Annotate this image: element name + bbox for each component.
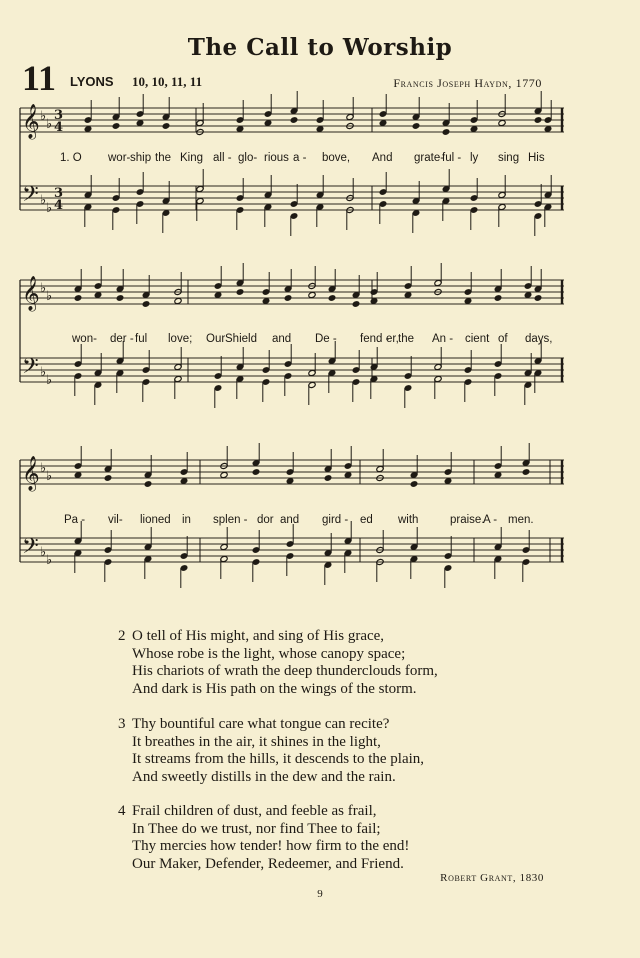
quarter-note (412, 122, 420, 129)
lyric-syllable: dor (257, 514, 274, 526)
hymn-meter: 10, 10, 11, 11 (132, 74, 203, 89)
lyric-syllable: And (372, 152, 393, 164)
stanza-2 (118, 628, 438, 698)
stanza-number: 3 (118, 716, 126, 732)
quarter-note (286, 477, 294, 484)
lyric-syllable: a - (293, 152, 307, 164)
quarter-note (544, 125, 552, 132)
stanza-line: Thy bountiful care what tongue can recite? (132, 716, 390, 732)
stanza-line: O tell of His might, and sing of His grace, (132, 628, 385, 644)
lyric-syllable: fend - (360, 333, 390, 345)
lyric-syllable: won- (72, 333, 97, 345)
lyric-syllable: men. (508, 514, 534, 526)
flat-sign-icon: ♭ (46, 289, 53, 304)
quarter-note (524, 291, 532, 298)
quarter-note (290, 116, 298, 123)
lyric-syllable: De - (315, 333, 337, 345)
lyric-syllable: of (498, 333, 508, 345)
half-note (498, 119, 506, 126)
lyric-syllable: all - (213, 152, 232, 164)
lyric-syllable: A - (483, 514, 498, 526)
quarter-note (404, 291, 412, 298)
stanza-number: 2 (118, 628, 126, 644)
half-note (220, 471, 228, 478)
flat-sign-icon: ♭ (40, 193, 47, 208)
quarter-note (144, 480, 152, 487)
lyric-syllable: ful (135, 333, 148, 345)
tune-name: LYONS (70, 74, 114, 89)
stanza-line: Thy mercies how tender! how firm to the end! (132, 838, 410, 854)
lyric-syllable: rious (264, 152, 289, 164)
quarter-note (264, 119, 272, 126)
treble-clef-icon: 𝄞 (22, 276, 40, 311)
bass-clef-icon: 𝄢 (22, 182, 39, 212)
quarter-note (328, 294, 336, 301)
flat-sign-icon: ♭ (46, 469, 53, 484)
lyric-syllable: days, (525, 333, 553, 345)
lyric-syllable: glo- (238, 152, 258, 164)
stanza-number: 4 (118, 803, 126, 819)
quarter-note (112, 122, 120, 129)
lyric-syllable: lioned (140, 514, 171, 526)
time-signature: 3 (54, 186, 64, 201)
lyric-syllable: ed (360, 514, 373, 526)
flat-sign-icon: ♭ (40, 545, 47, 560)
stanza-line: And dark is His path on the wings of the storm. (132, 680, 417, 697)
stanza-line: It breathes in the air, it shines in the light, (132, 733, 381, 750)
lyric-syllable: in (182, 514, 191, 526)
time-signature: 4 (54, 120, 64, 135)
stanza-4 (118, 803, 409, 873)
lyric-syllable: the (155, 152, 171, 164)
quarter-note (74, 294, 82, 301)
quarter-note (494, 294, 502, 301)
lyric-syllable: splen - (213, 514, 248, 526)
lyric-syllable: vil- (108, 514, 123, 526)
lyric-syllable: the (398, 333, 414, 345)
lyric-line-3 (20, 514, 564, 530)
quarter-note (236, 125, 244, 132)
quarter-note (534, 116, 542, 123)
lyric-syllable: His (528, 152, 545, 164)
quarter-note (74, 471, 82, 478)
lyric-syllable: sing (498, 152, 520, 164)
lyric-syllable: with (398, 514, 419, 526)
quarter-note (84, 125, 92, 132)
page-number: 9 (317, 888, 323, 900)
lyric-syllable: wor- (108, 152, 131, 164)
flat-sign-icon: ♭ (46, 373, 53, 388)
quarter-note (344, 471, 352, 478)
quarter-note (324, 474, 332, 481)
lyric-syllable: gird - (322, 514, 349, 526)
time-signature: 3 (54, 108, 64, 123)
bass-clef-icon: 𝄢 (22, 534, 39, 564)
quarter-note (470, 125, 478, 132)
quarter-note (136, 119, 144, 126)
composer-credit: Francis Joseph Haydn, 1770 (393, 76, 542, 90)
quarter-note (316, 125, 324, 132)
quarter-note (284, 294, 292, 301)
quarter-note (252, 468, 260, 475)
lyric-syllable: grate- (414, 152, 445, 164)
lyric-syllable: der - (110, 333, 134, 345)
time-signature: 4 (54, 198, 64, 213)
flat-sign-icon: ♭ (40, 365, 47, 380)
quarter-note (116, 294, 124, 301)
treble-clef-icon: 𝄞 (22, 104, 40, 139)
stanza-line: Our Maker, Defender, Redeemer, and Friend. (132, 855, 404, 872)
quarter-note (494, 471, 502, 478)
lyric-syllable: Pa - (64, 514, 86, 526)
lyric-syllable: ful - (442, 152, 462, 164)
quarter-note (94, 291, 102, 298)
stanza-3 (118, 716, 424, 786)
stanza-line: It streams from the hills, it descends to the plain, (132, 751, 425, 767)
text-author-credit: Robert Grant, 1830 (440, 872, 544, 884)
quarter-note (214, 291, 222, 298)
flat-sign-icon: ♭ (40, 281, 47, 296)
hymn-title: The Call to Worship (187, 34, 453, 61)
quarter-note (162, 122, 170, 129)
lyric-line-2 (20, 333, 564, 349)
quarter-note (104, 474, 112, 481)
lyric-syllable: 1. O (60, 152, 82, 164)
quarter-note (464, 297, 472, 304)
lyric-syllable: An - (432, 333, 454, 345)
quarter-note (444, 477, 452, 484)
stanza-line: Frail children of dust, and feeble as frail, (132, 803, 377, 819)
flat-sign-icon: ♭ (40, 461, 47, 476)
half-note (174, 297, 182, 304)
quarter-note (410, 480, 418, 487)
quarter-note (522, 468, 530, 475)
lyric-syllable: cient (465, 333, 490, 345)
half-note (308, 291, 316, 298)
stanza-line: Whose robe is the light, whose canopy space; (132, 645, 406, 662)
lyric-syllable: love; (168, 333, 193, 345)
quarter-note (379, 119, 387, 126)
lyric-syllable: er, (386, 333, 399, 345)
lyric-syllable: ship (130, 152, 152, 164)
quarter-note (352, 300, 360, 307)
bass-clef-icon: 𝄢 (22, 354, 39, 384)
quarter-note (442, 128, 450, 135)
lyric-syllable: and (280, 514, 300, 526)
lyric-syllable: bove, (322, 152, 351, 164)
quarter-note (262, 297, 270, 304)
treble-clef-icon: 𝄞 (22, 456, 40, 491)
quarter-note (180, 477, 188, 484)
quarter-note (370, 297, 378, 304)
lyric-syllable: Our (206, 333, 226, 345)
stanza-line: His chariots of wrath the deep thunderclouds form, (132, 663, 438, 679)
flat-sign-icon: ♭ (40, 109, 47, 124)
lyric-line-1 (20, 152, 564, 168)
lyric-syllable: and (272, 333, 292, 345)
flat-sign-icon: ♭ (46, 201, 53, 216)
lyric-syllable: praise. (450, 514, 485, 526)
flat-sign-icon: ♭ (46, 553, 53, 568)
flat-sign-icon: ♭ (46, 117, 53, 132)
stanza-line: And sweetly distills in the dew and the rain. (132, 768, 396, 785)
stanza-line: In Thee do we trust, nor find Thee to fail; (132, 820, 381, 837)
lyric-syllable: King (180, 152, 204, 164)
lyric-syllable: ly (470, 152, 479, 164)
quarter-note (142, 300, 150, 307)
hymn-number: 11 (22, 58, 57, 98)
quarter-note (534, 294, 542, 301)
quarter-note (236, 288, 244, 295)
lyric-syllable: Shield (225, 333, 257, 345)
